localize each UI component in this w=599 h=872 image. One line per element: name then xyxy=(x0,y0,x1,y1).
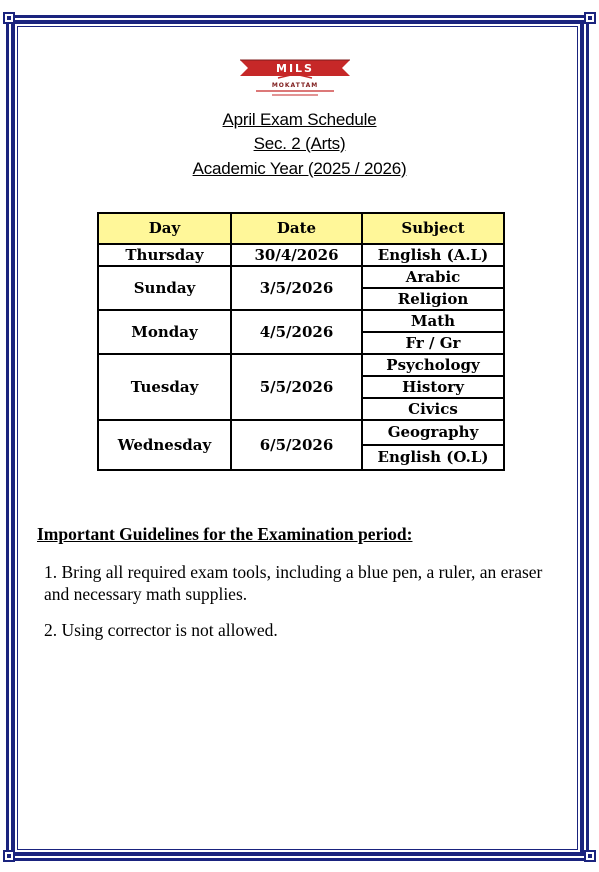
date-cell: 6/5/2026 xyxy=(231,420,362,470)
date-cell: 4/5/2026 xyxy=(231,310,362,354)
date-cell: 5/5/2026 xyxy=(231,354,362,420)
logo-text: MILS xyxy=(276,62,314,75)
corner-ornament xyxy=(3,12,15,24)
day-cell: Tuesday xyxy=(98,354,231,420)
day-cell: Wednesday xyxy=(98,420,231,470)
header-date: Date xyxy=(231,213,362,244)
day-cell: Monday xyxy=(98,310,231,354)
table-row xyxy=(98,310,504,332)
subject-cell: Religion xyxy=(362,288,504,310)
section-heading: Sec. 2 (Arts) xyxy=(253,134,346,153)
guidelines-title: Important Guidelines for the Examination period: xyxy=(37,524,413,544)
header-day: Day xyxy=(98,213,231,244)
table-row xyxy=(98,266,504,288)
subject-cell: History xyxy=(362,376,504,398)
subject-cell: Psychology xyxy=(362,354,504,376)
svg-text:MOKATTAM: MOKATTAM xyxy=(271,82,319,89)
subject-cell: Arabic xyxy=(362,266,504,288)
guideline-item: 1. Bring all required exam tools, including a blue pen, a ruler, an eraser and necessary math supplies. xyxy=(44,562,543,604)
subject-cell: Geography xyxy=(362,420,504,445)
table-row xyxy=(98,420,504,445)
table-row xyxy=(98,244,504,266)
date-cell: 3/5/2026 xyxy=(231,266,362,310)
page-title: April Exam Schedule xyxy=(222,110,377,129)
header-subject: Subject xyxy=(362,213,504,244)
subject-cell: English (A.L) xyxy=(362,244,504,266)
subject-cell: Civics xyxy=(362,398,504,420)
table-row xyxy=(98,354,504,376)
subject-cell: Fr / Gr xyxy=(362,332,504,354)
corner-ornament xyxy=(584,850,596,862)
academic-year-heading: Academic Year (2025 / 2026) xyxy=(192,159,407,178)
day-cell: Thursday xyxy=(98,244,231,266)
date-cell: 30/4/2026 xyxy=(231,244,362,266)
exam-schedule-table xyxy=(97,212,505,471)
day-cell: Sunday xyxy=(98,266,231,310)
corner-ornament xyxy=(3,850,15,862)
table-header-row xyxy=(98,213,504,244)
subject-cell: English (O.L) xyxy=(362,445,504,470)
guideline-item: 2. Using corrector is not allowed. xyxy=(44,620,278,640)
corner-ornament xyxy=(584,12,596,24)
subject-cell: Math xyxy=(362,310,504,332)
school-logo xyxy=(238,58,352,98)
